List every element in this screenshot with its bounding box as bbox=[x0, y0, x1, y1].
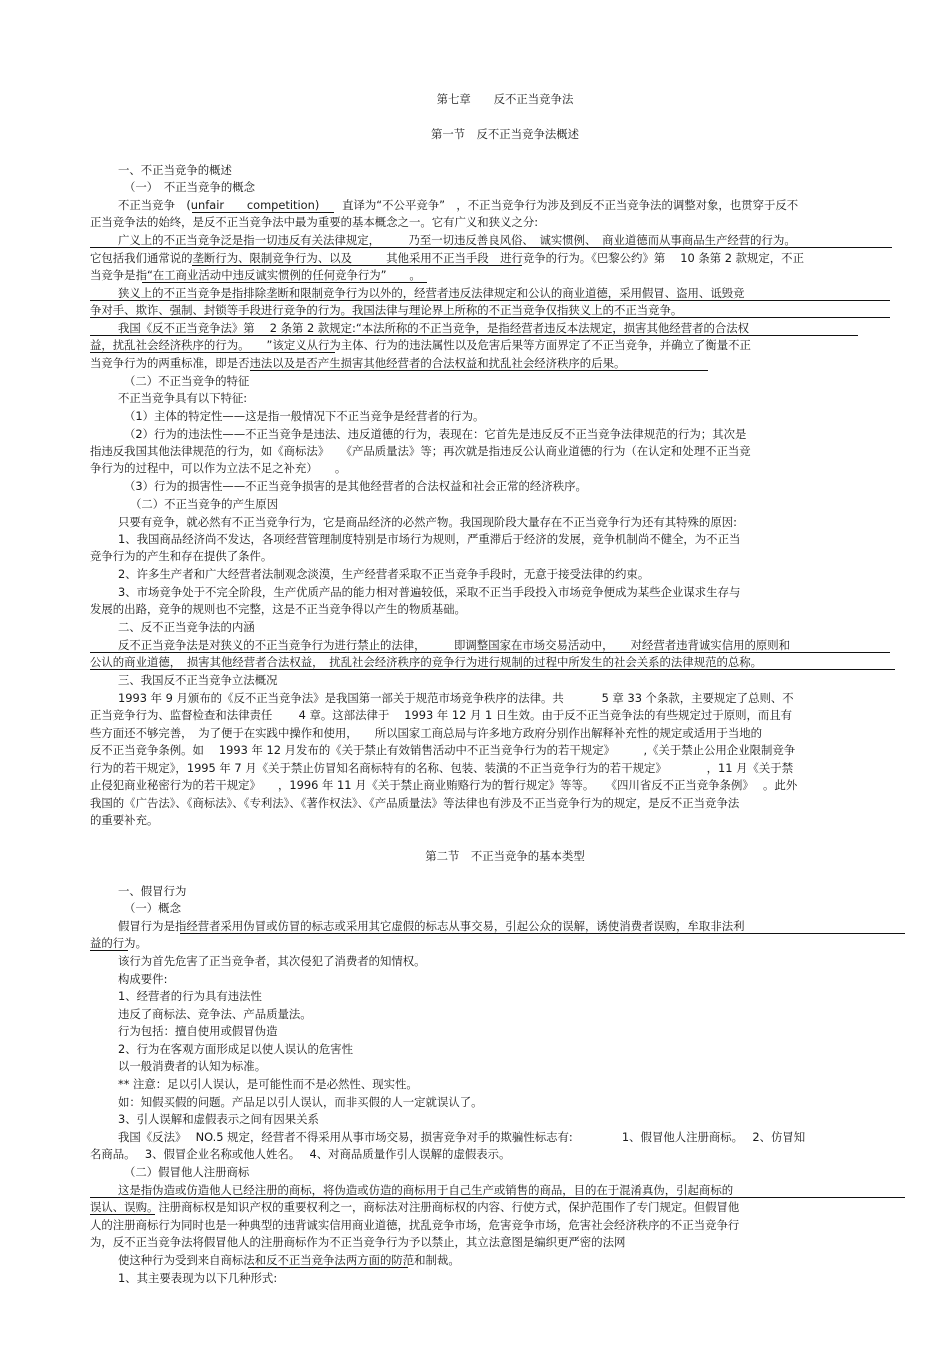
paragraph-line: （1）主体的特定性——这是指一般情况下不正当竞争是经营者的行为。 bbox=[124, 409, 485, 423]
paragraph-line: 当竞争是指“在工商业活动中违反诚实惯例的任何竞争行为” 。 bbox=[90, 268, 421, 282]
underline bbox=[90, 1197, 905, 1198]
underline bbox=[180, 933, 905, 934]
paragraph-line: 正当竞争法的始终，是反不正当竞争法中最为重要的基本概念之一。它有广义和狭义之分: bbox=[90, 215, 539, 229]
paragraph-line: 些方面还不够完善， 为了便于在实践中操作和使用， 所以国家工商总局与许多地方政府分别作出解释补充性的规定或适用于当地的 bbox=[90, 726, 763, 740]
underline bbox=[90, 335, 858, 336]
paragraph-line: 违反了商标法、竞争法、产品质量法。 bbox=[118, 1007, 312, 1021]
paragraph-line: 当竞争行为的两重标准，即是否违法以及是否产生损害其他经营者的合法权益和扰乱社会经济秩序的后果。 bbox=[90, 356, 626, 370]
heading-3: 三、我国反不正当竞争立法概况 bbox=[118, 673, 278, 687]
underline bbox=[90, 317, 890, 318]
underline bbox=[90, 352, 335, 353]
subheading-1-1: （一）概念 bbox=[124, 901, 181, 915]
paragraph-line: 该行为首先危害了正当竞争者，其次侵犯了消费者的知情权。 bbox=[118, 954, 426, 968]
paragraph-line: 2、行为在客观方面形成足以使人误认的危害性 bbox=[118, 1042, 354, 1056]
paragraph-line: 1993 年 9 月颁布的《反不正当竞争法》是我国第一部关于规范市场竞争秩序的法律。共 5 章 33 个条款，主要规定了总则、不 bbox=[118, 691, 794, 705]
paragraph-line: 3、市场竞争处于不完全阶段，生产优质产品的能力相对普遍较低，采取不正当手段投入市场竞争便成为某些企业谋求生存与 bbox=[118, 585, 741, 599]
paragraph-line: 广义上的不正当竞争泛是指一切违反有关法律规定， 乃至一切违反善良风俗、 诚实惯例、 商业道德而从事商品生产经营的行为。 bbox=[118, 233, 796, 247]
paragraph-line: 不正当竞争 (unfair competition) 直译为“不公平竞争” ，不正当竞争行为涉及到反不正当竞争法的调整对象，也贯穿于反不 bbox=[118, 198, 799, 212]
paragraph-line: 我国《反法》 NO.5 规定，经营者不得采用从事市场交易，损害竞争对手的欺骗性标志有: 1、假冒他人注册商标。 2、仿冒知 bbox=[118, 1130, 806, 1144]
paragraph-line: 行为包括：擅自使用或假冒伪造 bbox=[118, 1024, 278, 1038]
paragraph-line: 1、其主要表现为以下几种形式: bbox=[118, 1271, 278, 1285]
paragraph-line: 构成要件: bbox=[118, 972, 168, 986]
underline bbox=[90, 1214, 155, 1215]
paragraph-line: 人的注册商标行为同时也是一种典型的违背诚实信用商业道德，扰乱竞争市场，危害竞争市场，危害社会经济秩序的不正当竞争行 bbox=[90, 1218, 740, 1232]
underline bbox=[142, 282, 427, 283]
paragraph-line: （3）行为的损害性——不正当竞争损害的是其他经营者的合法权益和社会正常的经济秩序。 bbox=[124, 479, 587, 493]
paragraph-line: 2、许多生产者和广大经营者法制观念淡漠，生产经营者采取不正当竞争手段时，无意于接受法律的约束。 bbox=[118, 567, 650, 581]
paragraph-line: 3、引人误解和虚假表示之间有因果关系 bbox=[118, 1112, 319, 1126]
heading-1: 一、假冒行为 bbox=[118, 884, 187, 898]
paragraph-line: ** 注意：足以引人误认，是可能性而不是必然性、现实性。 bbox=[118, 1077, 418, 1091]
paragraph-line: 为，反不正当竞争法将假冒他人的注册商标作为不正当竞争行为予以禁止，其立法意图是编织更严密的法网 bbox=[90, 1235, 626, 1249]
paragraph-line: 行为的若干规定》，1995 年 7 月《关于禁止仿冒知名商标特有的名称、包装、装潢的不正当竞争行为的若干规定》 ，11 月《关于禁 bbox=[90, 761, 794, 775]
paragraph-line: 公认的商业道德， 损害其他经营者合法权益， 扰乱社会经济秩序的竞争行为进行规制的过程中所发生的社会关系的法律规范的总称。 bbox=[90, 655, 763, 669]
underline bbox=[90, 950, 128, 951]
paragraph-line: 正当竞争行为、监督检查和法律责任 4 章。这部法律于 1993 年 12 月 1 日生效。由于反不正当竞争法的有些规定过于原则，而且有 bbox=[90, 708, 793, 722]
heading-1: 一、不正当竞争的概述 bbox=[118, 163, 232, 177]
paragraph-line: 假冒行为是指经营者采用伪冒或仿冒的标志或采用其它虚假的标志从事交易，引起公众的误解，诱使消费者误购，牟取非法利 bbox=[118, 919, 745, 933]
paragraph-line: 1、我国商品经济尚不发达，各项经营管理制度特别是市场行为规则，严重滞后于经济的发展，竞争机制尚不健全，为不正当 bbox=[118, 532, 741, 546]
paragraph-line: 我国《反不正当竞争法》第 2 条第 2 款规定:“本法所称的不正当竞争，是指经营者违反本法规定，损害其他经营者的合法权 bbox=[118, 321, 750, 335]
paragraph-line: 只要有竞争，就必然有不正当竞争行为，它是商品经济的必然产物。我国现阶段大量存在不正当竞争行为还有其特殊的原因: bbox=[118, 515, 737, 529]
paragraph-line: 这是指伪造或仿造他人已经注册的商标，将伪造或仿造的商标用于自己生产或销售的商品，目的在于混淆真伪，引起商标的 bbox=[118, 1183, 734, 1197]
heading-2: 二、反不正当竞争法的内涵 bbox=[118, 620, 255, 634]
subheading-1-1: （一） 不正当竞争的概念 bbox=[124, 180, 255, 194]
paragraph-line: 争对手、欺诈、强制、封锁等手段进行竞争的行为。我国法律与理论界上所称的不正当竞争仅指狭义上的不正当竞争。 bbox=[90, 303, 683, 317]
underline bbox=[90, 300, 890, 301]
paragraph-line: 1、经营者的行为具有违法性 bbox=[118, 989, 262, 1003]
section-2-title: 第二节 不正当竞争的基本类型 bbox=[425, 849, 585, 863]
underline bbox=[192, 265, 522, 266]
underline bbox=[192, 212, 334, 213]
paragraph-line: 狭义上的不正当竞争是指排除垄断和限制竞争行为以外的，经营者违反法律规定和公认的商业道德，采用假冒、盗用、诋毁竞 bbox=[118, 286, 745, 300]
section-1-title: 第一节 反不正当竞争法概述 bbox=[430, 127, 580, 141]
paragraph-line: 益的行为。 bbox=[90, 936, 147, 950]
paragraph-line: 止侵犯商业秘密行为的若干规定》 ，1996 年 11 月《关于禁止商业贿赂行为的暂行规定》等等。 《四川省反不正当竞争条例》 。此外 bbox=[90, 778, 798, 792]
paragraph-line: 如：知假买假的问题。产品足以引人误认，而非买假的人一定就误认了。 bbox=[118, 1095, 483, 1109]
paragraph-line: 争行为的过程中，可以作为立法不足之补充） 。 bbox=[90, 461, 347, 475]
paragraph-line: 反不正当竞争法是对狭义的不正当竞争行为进行禁止的法律， 即调整国家在市场交易活动中， 对经营者违背诚实信用的原则和 bbox=[118, 638, 791, 652]
paragraph-line: 竞争行为的产生和存在提供了条件。 bbox=[90, 549, 273, 563]
paragraph-line: 名商品。 3、假冒企业名称或他人姓名。 4、对商品质量作引人误解的虚假表示。 bbox=[90, 1147, 511, 1161]
paragraph-line: 发展的出路，竞争的规则也不完整，这是不正当竞争得以产生的物质基础。 bbox=[90, 602, 466, 616]
paragraph-line: 益，扰乱社会经济秩序的行为。 ”该定义从行为主体、行为的违法属性以及危害后果等方面界定了不正当竞争，并确立了衡量不正 bbox=[90, 338, 751, 352]
paragraph-line: 的重要补充。 bbox=[90, 813, 159, 827]
paragraph-line: 它包括我们通常说的垄断行为、限制竞争行为、以及 其他采用不正当手段 进行竞争的行为。《巴黎公约》第 10 条第 2 款规定，不正 bbox=[90, 251, 804, 265]
paragraph-line: （2）行为的违法性——不正当竞争是违法、违反道德的行为，表现在：它首先是违反反不正当竞争法律规范的行为；其次是 bbox=[124, 427, 747, 441]
subheading-1-2: （二）不正当竞争的特征 bbox=[124, 374, 250, 388]
underline bbox=[90, 247, 892, 248]
paragraph-line: 以一般消费者的认知为标准。 bbox=[118, 1059, 267, 1073]
chapter-title: 第七章 反不正当竞争法 bbox=[436, 92, 574, 106]
paragraph-line: 不正当竞争具有以下特征: bbox=[118, 391, 248, 405]
underline bbox=[90, 652, 890, 653]
underline bbox=[248, 1267, 408, 1268]
paragraph-line: 反不正当竞争条例。如 1993 年 12 月发布的《关于禁止有效销售活动中不正当竞争行为的若干规定》 ,《关于禁止公用企业限制竞争 bbox=[90, 743, 796, 757]
paragraph-line: 误认、误购。注册商标权是知识产权的重要权利之一，商标法对注册商标权的内容、行使方式，保护范围作了专门规定。但假冒他 bbox=[90, 1200, 740, 1214]
paragraph-line: 指违反我国其他法律规范的行为，如《商标法》 《产品质量法》等；再次就是指违反公认商业道德的行为（在认定和处理不正当竞 bbox=[90, 444, 751, 458]
underline bbox=[90, 669, 895, 670]
subheading-1-2: （二）假冒他人注册商标 bbox=[124, 1165, 250, 1179]
paragraph-line: 我国的《广告法》、《商标法》、《专利法》、《著作权法》、《产品质量法》等法律也有涉及不正当竞争行为的规定，是反不正当竞争法 bbox=[90, 796, 740, 810]
underline bbox=[250, 370, 708, 371]
subheading-1-3: （二）不正当竞争的产生原因 bbox=[130, 497, 279, 511]
paragraph-line: 使这种行为受到来自商标法和反不正当竞争法两方面的防范和制裁。 bbox=[118, 1253, 460, 1267]
